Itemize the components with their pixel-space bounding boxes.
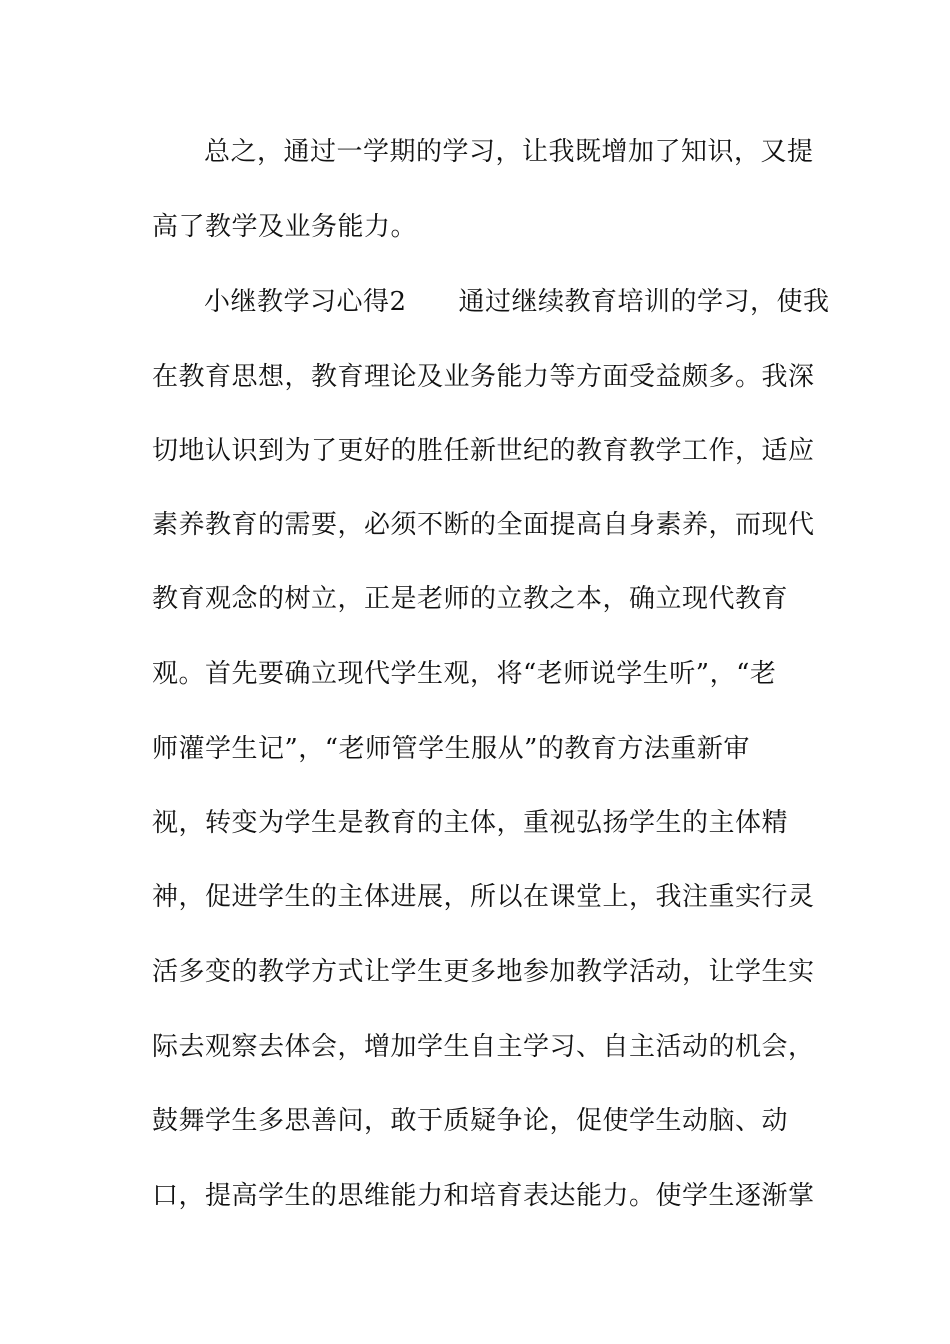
paragraph-2-line-9: 神，促进学生的主体进展，所以在课堂上，我注重实行灵 xyxy=(152,882,815,912)
paragraph-2-line-1: 通过继续教育培训的学习，使我 xyxy=(458,287,830,317)
paragraph-2-line-4: 素养教育的需要，必须不断的全面提高自身素养，而现代 xyxy=(152,510,815,540)
paragraph-2-line-6: 观。首先要确立现代学生观，将“老师说学生听”，“老 xyxy=(152,659,777,689)
paragraph-2-line-11: 际去观察去体会，增加学生自主学习、自主活动的机会， xyxy=(152,1032,815,1062)
paragraph-2-line-12: 鼓舞学生多思善问，敢于质疑争论，促使学生动脑、动 xyxy=(152,1106,789,1136)
paragraph-2-first-line xyxy=(204,287,830,317)
paragraph-2-line-10: 活多变的教学方式让学生更多地参加教学活动，让学生实 xyxy=(152,957,815,987)
paragraph-2-line-2: 在教育思想，教育理论及业务能力等方面受益颇多。我深 xyxy=(152,362,815,392)
paragraph-2-line-8: 视，转变为学生是教育的主体，重视弘扬学生的主体精 xyxy=(152,808,789,838)
paragraph-2-line-3: 切地认识到为了更好的胜任新世纪的教育教学工作，适应 xyxy=(152,436,815,466)
paragraph-2-line-5: 教育观念的树立，正是老师的立教之本，确立现代教育 xyxy=(152,584,789,614)
paragraph-1-line-2: 高了教学及业务能力。 xyxy=(152,212,418,242)
section-heading: 小继教学习心得2 xyxy=(204,287,407,317)
paragraph-1-line-1: 总之，通过一学期的学习，让我既增加了知识，又提 xyxy=(204,137,814,167)
paragraph-2-line-13: 口，提高学生的思维能力和培育表达能力。使学生逐渐掌 xyxy=(152,1181,815,1211)
paragraph-2-line-7: 师灌学生记”，“老师管学生服从”的教育方法重新审 xyxy=(152,734,750,764)
